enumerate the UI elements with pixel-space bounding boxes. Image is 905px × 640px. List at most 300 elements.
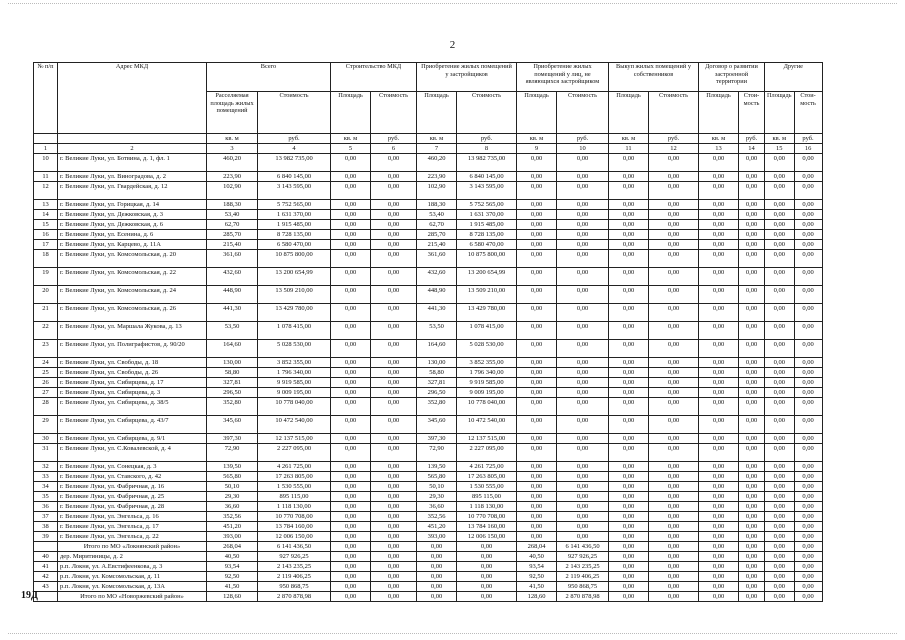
value-cell: 0,00	[699, 230, 739, 240]
value-cell: 0,00	[739, 304, 765, 322]
value-cell: 0,00	[649, 552, 699, 562]
value-cell: 9 919 585,00	[258, 378, 331, 388]
value-cell: 0,00	[331, 388, 371, 398]
address-cell: г. Великие Луки, ул. Маршала Жукова, д. 13	[58, 322, 207, 340]
address-cell: г. Великие Луки, ул. Комсомольская, д. 22	[58, 268, 207, 286]
value-cell: 0,00	[517, 154, 557, 172]
value-cell: 5 028 530,00	[457, 340, 517, 358]
value-cell: 0,00	[765, 562, 795, 572]
row-number	[34, 542, 58, 552]
value-cell: 0,00	[331, 542, 371, 552]
value-cell: 0,00	[609, 182, 649, 200]
value-cell: 62,70	[417, 220, 457, 230]
value-cell: 13 509 210,00	[457, 286, 517, 304]
value-cell: 0,00	[765, 532, 795, 542]
value-cell: 12 137 515,00	[457, 434, 517, 444]
value-cell: 10 472 540,00	[457, 416, 517, 434]
table-row	[34, 444, 823, 462]
value-cell: 0,00	[517, 340, 557, 358]
value-cell: 0,00	[699, 492, 739, 502]
value-cell: 0,00	[765, 268, 795, 286]
value-cell: 0,00	[699, 358, 739, 368]
value-cell: 0,00	[765, 482, 795, 492]
value-cell: 0,00	[699, 388, 739, 398]
value-cell: 0,00	[557, 512, 609, 522]
value-cell: 0,00	[371, 434, 417, 444]
table-row	[34, 200, 823, 210]
unit-rub: руб.	[557, 134, 609, 144]
value-cell: 12 006 150,00	[457, 532, 517, 542]
value-cell: 0,00	[794, 388, 822, 398]
value-cell: 10 778 040,00	[258, 398, 331, 416]
value-cell: 0,00	[609, 378, 649, 388]
table-row	[34, 572, 823, 582]
value-cell: 223,90	[207, 172, 258, 182]
value-cell: 0,00	[609, 286, 649, 304]
value-cell: 0,00	[609, 582, 649, 592]
value-cell: 1 078 415,00	[258, 322, 331, 340]
value-cell: 0,00	[794, 522, 822, 532]
value-cell: 352,56	[207, 512, 258, 522]
value-cell: 0,00	[699, 512, 739, 522]
unit-area: кв. м	[609, 134, 649, 144]
value-cell: 13 429 780,00	[258, 304, 331, 322]
value-cell: 0,00	[331, 582, 371, 592]
value-cell: 0,00	[609, 220, 649, 230]
row-number: 19	[34, 268, 58, 286]
table-row	[34, 378, 823, 388]
value-cell: 0,00	[371, 200, 417, 210]
value-cell: 927 926,25	[258, 552, 331, 562]
value-cell: 0,00	[765, 552, 795, 562]
value-cell: 0,00	[457, 562, 517, 572]
value-cell: 0,00	[794, 434, 822, 444]
row-number: 18	[34, 250, 58, 268]
value-cell: 0,00	[517, 522, 557, 532]
value-cell: 0,00	[609, 472, 649, 482]
value-cell: 10 778 040,00	[457, 398, 517, 416]
value-cell: 0,00	[517, 200, 557, 210]
value-cell: 72,90	[417, 444, 457, 462]
value-cell: 0,00	[517, 378, 557, 388]
value-cell: 0,00	[557, 416, 609, 434]
value-cell: 0,00	[331, 172, 371, 182]
address-cell: г. Великие Луки, ул. Комсомольская, д. 24	[58, 286, 207, 304]
table-row	[34, 358, 823, 368]
value-cell: 0,00	[331, 592, 371, 602]
value-cell: 0,00	[649, 268, 699, 286]
value-cell: 53,50	[207, 322, 258, 340]
value-cell: 0,00	[517, 482, 557, 492]
value-cell: 0,00	[649, 210, 699, 220]
value-cell: 0,00	[517, 210, 557, 220]
value-cell: 1 796 340,00	[457, 368, 517, 378]
value-cell: 0,00	[609, 492, 649, 502]
address-cell: г. Великие Луки, ул. Карцево, д. 11А	[58, 240, 207, 250]
row-number: 33	[34, 472, 58, 482]
value-cell: 0,00	[739, 416, 765, 434]
address-cell: г. Великие Луки, ул. Полиграфистов, д. 90/20	[58, 340, 207, 358]
value-cell: 565,80	[417, 472, 457, 482]
value-cell: 0,00	[649, 378, 699, 388]
value-cell: 0,00	[739, 512, 765, 522]
value-cell: 29,30	[207, 492, 258, 502]
value-cell: 0,00	[739, 368, 765, 378]
value-cell: 0,00	[699, 482, 739, 492]
value-cell: 0,00	[609, 532, 649, 542]
value-cell: 0,00	[765, 398, 795, 416]
value-cell: 0,00	[794, 200, 822, 210]
value-cell: 0,00	[517, 250, 557, 268]
value-cell: 0,00	[649, 358, 699, 368]
row-number: 43	[34, 582, 58, 592]
value-cell: 0,00	[794, 542, 822, 552]
value-cell: 0,00	[609, 398, 649, 416]
value-cell: 0,00	[517, 358, 557, 368]
header-area: Площадь	[331, 92, 371, 134]
value-cell: 0,00	[765, 388, 795, 398]
value-cell: 29,30	[417, 492, 457, 502]
value-cell: 0,00	[765, 512, 795, 522]
value-cell: 0,00	[649, 434, 699, 444]
value-cell: 0,00	[371, 512, 417, 522]
value-cell: 0,00	[699, 582, 739, 592]
row-number: 41	[34, 562, 58, 572]
value-cell: 0,00	[609, 200, 649, 210]
value-cell: 0,00	[457, 592, 517, 602]
value-cell: 0,00	[649, 388, 699, 398]
value-cell: 0,00	[609, 482, 649, 492]
value-cell: 0,00	[517, 304, 557, 322]
value-cell: 0,00	[739, 250, 765, 268]
value-cell: 0,00	[609, 462, 649, 472]
col-number: 11	[609, 144, 649, 154]
value-cell: 0,00	[331, 230, 371, 240]
address-cell: г. Великие Луки, ул. Дежковская, д. 6	[58, 220, 207, 230]
value-cell: 0,00	[609, 368, 649, 378]
value-cell: 6 580 470,00	[457, 240, 517, 250]
value-cell: 895 115,00	[457, 492, 517, 502]
value-cell: 1 796 340,00	[258, 368, 331, 378]
value-cell: 0,00	[649, 416, 699, 434]
value-cell: 0,00	[739, 502, 765, 512]
value-cell: 0,00	[331, 220, 371, 230]
value-cell: 0,00	[765, 210, 795, 220]
value-cell: 0,00	[371, 482, 417, 492]
value-cell: 0,00	[794, 322, 822, 340]
value-cell: 0,00	[739, 358, 765, 368]
value-cell: 0,00	[371, 240, 417, 250]
value-cell: 0,00	[794, 230, 822, 240]
value-cell: 0,00	[371, 322, 417, 340]
value-cell: 0,00	[517, 388, 557, 398]
value-cell: 0,00	[739, 434, 765, 444]
value-cell: 2 870 878,98	[557, 592, 609, 602]
value-cell: 0,00	[649, 572, 699, 582]
value-cell: 0,00	[739, 388, 765, 398]
table-row	[34, 462, 823, 472]
value-cell: 0,00	[331, 482, 371, 492]
value-cell: 0,00	[331, 572, 371, 582]
value-cell: 0,00	[739, 230, 765, 240]
value-cell: 2 119 406,25	[557, 572, 609, 582]
address-cell: г. Великие Луки, ул. Виноградова, д. 2	[58, 172, 207, 182]
value-cell: 5 752 565,00	[258, 200, 331, 210]
address-cell: Итого по МО «Локнянский район»	[58, 542, 207, 552]
value-cell: 0,00	[649, 532, 699, 542]
value-cell: 0,00	[765, 358, 795, 368]
row-number: 35	[34, 492, 58, 502]
value-cell: 0,00	[557, 398, 609, 416]
value-cell: 397,30	[207, 434, 258, 444]
value-cell: 12 137 515,00	[258, 434, 331, 444]
col-number: 5	[331, 144, 371, 154]
header-address: Адрес МКД	[58, 63, 207, 134]
row-number: 22	[34, 322, 58, 340]
col-number: 15	[765, 144, 795, 154]
value-cell: 164,60	[207, 340, 258, 358]
value-cell: 8 728 135,00	[258, 230, 331, 240]
value-cell: 0,00	[739, 582, 765, 592]
unit-rub: руб.	[258, 134, 331, 144]
value-cell: 3 852 355,00	[457, 358, 517, 368]
value-cell: 10 770 708,00	[258, 512, 331, 522]
value-cell: 4 261 725,00	[258, 462, 331, 472]
value-cell: 130,00	[207, 358, 258, 368]
value-cell: 6 141 436,50	[557, 542, 609, 552]
value-cell: 0,00	[739, 532, 765, 542]
header-total: Всего	[207, 63, 331, 92]
value-cell: 0,00	[794, 268, 822, 286]
value-cell: 0,00	[739, 522, 765, 532]
value-cell: 0,00	[371, 220, 417, 230]
value-cell: 3 143 595,00	[457, 182, 517, 200]
value-cell: 0,00	[739, 444, 765, 462]
value-cell: 0,00	[699, 462, 739, 472]
value-cell: 0,00	[517, 182, 557, 200]
row-number: 20	[34, 286, 58, 304]
address-cell: р.п. Локня, ул. Комсомольская, д. 13А	[58, 582, 207, 592]
value-cell: 0,00	[699, 368, 739, 378]
value-cell: 0,00	[739, 200, 765, 210]
value-cell: 0,00	[794, 562, 822, 572]
address-cell: г. Великие Луки, ул. Энгельса, д. 17	[58, 522, 207, 532]
row-number: 36	[34, 502, 58, 512]
value-cell: 268,04	[207, 542, 258, 552]
value-cell: 2 870 878,98	[258, 592, 331, 602]
value-cell: 0,00	[765, 378, 795, 388]
value-cell: 0,00	[331, 398, 371, 416]
value-cell: 0,00	[699, 416, 739, 434]
address-cell: г. Великие Луки, ул. Гвардейская, д. 12	[58, 182, 207, 200]
value-cell: 13 982 735,00	[457, 154, 517, 172]
value-cell: 9 009 195,00	[258, 388, 331, 398]
value-cell: 0,00	[557, 522, 609, 532]
table-row	[34, 368, 823, 378]
value-cell: 950 868,75	[557, 582, 609, 592]
value-cell: 0,00	[557, 434, 609, 444]
value-cell: 0,00	[649, 462, 699, 472]
value-cell: 0,00	[371, 154, 417, 172]
value-cell: 0,00	[649, 582, 699, 592]
value-cell: 0,00	[331, 210, 371, 220]
value-cell: 0,00	[557, 368, 609, 378]
value-cell: 268,04	[517, 542, 557, 552]
table-row	[34, 532, 823, 542]
value-cell: 0,00	[649, 398, 699, 416]
value-cell: 10 770 708,00	[457, 512, 517, 522]
table-row	[34, 286, 823, 304]
value-cell: 0,00	[609, 388, 649, 398]
value-cell: 0,00	[649, 230, 699, 240]
value-cell: 345,60	[417, 416, 457, 434]
value-cell: 188,30	[417, 200, 457, 210]
value-cell: 0,00	[649, 154, 699, 172]
header-buyout: Выкуп жилых помещений у собственников	[609, 63, 699, 92]
value-cell: 0,00	[739, 398, 765, 416]
value-cell: 13 429 780,00	[457, 304, 517, 322]
unit-area: кв. м	[517, 134, 557, 144]
value-cell: 0,00	[371, 444, 417, 462]
table-row	[34, 172, 823, 182]
value-cell: 0,00	[609, 358, 649, 368]
value-cell: 296,50	[417, 388, 457, 398]
value-cell: 9 009 195,00	[457, 388, 517, 398]
value-cell: 0,00	[331, 492, 371, 502]
value-cell: 223,90	[417, 172, 457, 182]
value-cell: 0,00	[609, 562, 649, 572]
address-cell: г. Великие Луки, ул. Сибирцева, д. 38/5	[58, 398, 207, 416]
value-cell: 0,00	[371, 582, 417, 592]
value-cell: 0,00	[557, 322, 609, 340]
table-row	[34, 492, 823, 502]
value-cell: 0,00	[331, 434, 371, 444]
value-cell: 128,60	[207, 592, 258, 602]
value-cell: 0,00	[699, 522, 739, 532]
value-cell: 0,00	[699, 240, 739, 250]
value-cell: 0,00	[609, 502, 649, 512]
value-cell: 0,00	[794, 250, 822, 268]
value-cell: 50,10	[417, 482, 457, 492]
page-number: 2	[449, 39, 456, 51]
value-cell: 139,50	[417, 462, 457, 472]
value-cell: 0,00	[699, 200, 739, 210]
value-cell: 0,00	[417, 572, 457, 582]
value-cell: 950 868,75	[258, 582, 331, 592]
value-cell: 352,80	[207, 398, 258, 416]
header-cost-short: Стои-мость	[739, 92, 765, 134]
value-cell: 0,00	[609, 552, 649, 562]
value-cell: 0,00	[765, 220, 795, 230]
bottom-rule	[8, 633, 897, 634]
address-cell: р.п. Локня, ул. А.Евстифеенкова, д. 3	[58, 562, 207, 572]
value-cell: 0,00	[765, 182, 795, 200]
value-cell: 36,60	[417, 502, 457, 512]
value-cell: 441,30	[207, 304, 258, 322]
value-cell: 0,00	[649, 444, 699, 462]
table-row	[34, 434, 823, 444]
address-cell: г. Великие Луки, ул. Фабричная, д. 25	[58, 492, 207, 502]
value-cell: 0,00	[331, 502, 371, 512]
value-cell: 1 530 555,00	[258, 482, 331, 492]
value-cell: 0,00	[557, 210, 609, 220]
value-cell: 13 509 210,00	[258, 286, 331, 304]
value-cell: 0,00	[517, 230, 557, 240]
value-cell: 0,00	[794, 220, 822, 230]
value-cell: 0,00	[699, 182, 739, 200]
value-cell: 1 631 370,00	[457, 210, 517, 220]
value-cell: 0,00	[557, 340, 609, 358]
col-number: 4	[258, 144, 331, 154]
value-cell: 0,00	[371, 522, 417, 532]
address-cell: р.п. Локня, ул. Комсомольская, д. 11	[58, 572, 207, 582]
value-cell: 40,50	[517, 552, 557, 562]
value-cell: 0,00	[739, 220, 765, 230]
value-cell: 0,00	[609, 172, 649, 182]
header-area: Площадь	[765, 92, 795, 134]
value-cell: 0,00	[649, 200, 699, 210]
value-cell: 0,00	[739, 322, 765, 340]
value-cell: 0,00	[649, 322, 699, 340]
value-cell: 0,00	[371, 250, 417, 268]
table-row	[34, 154, 823, 172]
value-cell: 0,00	[765, 172, 795, 182]
value-cell: 0,00	[609, 154, 649, 172]
header-cost: Стоимость	[371, 92, 417, 134]
value-cell: 6 141 436,50	[258, 542, 331, 552]
value-cell: 0,00	[794, 210, 822, 220]
table-row	[34, 250, 823, 268]
value-cell: 0,00	[794, 172, 822, 182]
value-cell: 10 875 800,00	[457, 250, 517, 268]
value-cell: 0,00	[765, 240, 795, 250]
value-cell: 0,00	[649, 542, 699, 552]
value-cell: 0,00	[609, 322, 649, 340]
value-cell: 895 115,00	[258, 492, 331, 502]
value-cell: 0,00	[331, 240, 371, 250]
value-cell: 1 631 370,00	[258, 210, 331, 220]
value-cell: 0,00	[371, 172, 417, 182]
table-row	[34, 502, 823, 512]
value-cell: 0,00	[609, 522, 649, 532]
address-cell: г. Великие Луки, ул. Свободы, д. 26	[58, 368, 207, 378]
value-cell: 0,00	[331, 472, 371, 482]
value-cell: 0,00	[371, 416, 417, 434]
value-cell: 0,00	[765, 502, 795, 512]
row-number: 27	[34, 388, 58, 398]
value-cell: 460,20	[207, 154, 258, 172]
table-row	[34, 522, 823, 532]
value-cell: 0,00	[739, 154, 765, 172]
table-row	[34, 182, 823, 200]
value-cell: 0,00	[331, 358, 371, 368]
value-cell: 0,00	[699, 268, 739, 286]
col-number: 9	[517, 144, 557, 154]
table-row	[34, 398, 823, 416]
value-cell: 0,00	[739, 552, 765, 562]
row-number: 15	[34, 220, 58, 230]
row-number: 38	[34, 522, 58, 532]
header-row-groups	[34, 63, 823, 92]
value-cell: 0,00	[699, 154, 739, 172]
unit-rub: руб.	[739, 134, 765, 144]
value-cell: 448,90	[417, 286, 457, 304]
header-row-no: № п/п	[34, 63, 58, 134]
value-cell: 0,00	[699, 220, 739, 230]
table-row	[34, 240, 823, 250]
col-number: 7	[417, 144, 457, 154]
value-cell: 0,00	[739, 482, 765, 492]
